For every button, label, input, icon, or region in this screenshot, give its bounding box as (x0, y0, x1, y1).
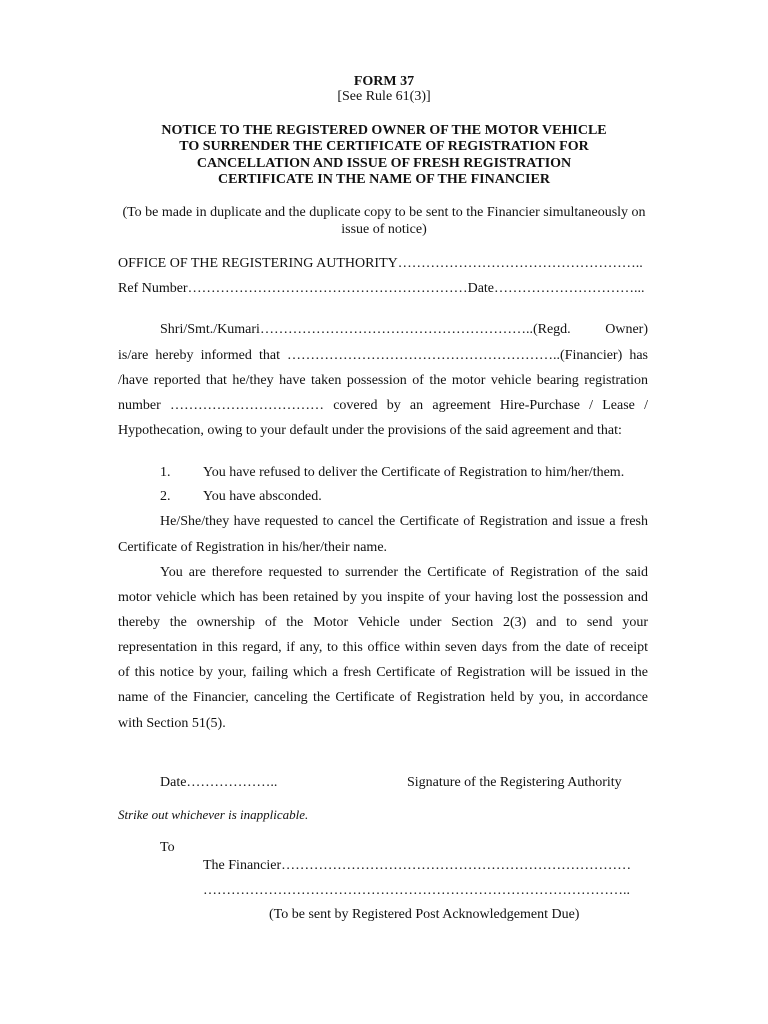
intro-line: Hypothecation, owing to your default under the provisions of the said agreement and that: (118, 423, 622, 438)
para3-line: representation in this regard, if any, to this office within seven days from the date of receipt (118, 640, 648, 655)
para3-line: name of the Financier, canceling the Certificate of Registration held by you, in accordance (118, 690, 648, 705)
postal-instruction: (To be sent by Registered Post Acknowledgement Due) (269, 907, 580, 922)
address-line: ……………………………………………………………………………….. (203, 883, 630, 898)
office-field: OFFICE OF THE REGISTERING AUTHORITY…………………………………………….. (118, 256, 643, 271)
para3-line: of this notice by your, failing which a fresh Certificate of Registration will be issued in the (118, 665, 648, 680)
para3-line: motor vehicle which has been retained by you inspite of your having lost the possession and (118, 590, 648, 605)
to-label: To (160, 840, 175, 855)
financier-line: The Financier………………………………………………………………… (203, 858, 632, 873)
intro-line: is/are hereby informed that …………………………………………………..(Financier) has (118, 348, 648, 363)
list-item-text: You have refused to deliver the Certificate of Registration to him/her/them. (203, 465, 625, 480)
para3-line: with Section 51(5). (118, 716, 226, 731)
intro-line: number …………………………… covered by an agreement Hire-Purchase / Lease / (118, 398, 648, 413)
signoff-date: Date……………….. (160, 775, 278, 790)
strike-note: Strike out whichever is inapplicable. (118, 807, 309, 822)
para3-line: You are therefore requested to surrender the Certificate of Registration of the said (160, 565, 648, 580)
list-item-text: You have absconded. (203, 489, 322, 504)
heading-line-2: TO SURRENDER THE CERTIFICATE OF REGISTRATION FOR (179, 139, 589, 154)
list-item-number: 1. (160, 465, 171, 480)
note-line-1: (To be made in duplicate and the duplicate copy to be sent to the Financier simultaneously on (122, 205, 646, 220)
para2-line: Certificate of Registration in his/her/their name. (118, 540, 388, 555)
para2-line: He/She/they have requested to cancel the Certificate of Registration and issue a fresh (160, 514, 648, 529)
heading-line-4: CERTIFICATE IN THE NAME OF THE FINANCIER (218, 172, 550, 187)
intro-line: Shri/Smt./Kumari…………………………………………………..(Regd. Owner) (160, 322, 648, 337)
ref-date-field: Ref Number……………………………………………………Date…………………………... (118, 281, 645, 296)
form-number: FORM 37 (353, 74, 415, 89)
list-item-number: 2. (160, 489, 171, 504)
rule-reference: [See Rule 61(3)] (337, 89, 431, 104)
heading-line-1: NOTICE TO THE REGISTERED OWNER OF THE MOTOR VEHICLE (161, 123, 607, 138)
note-line-2: issue of notice) (341, 222, 427, 237)
intro-line: /have reported that he/they have taken possession of the motor vehicle bearing registration (118, 373, 648, 388)
heading-line-3: CANCELLATION AND ISSUE OF FRESH REGISTRATION (196, 156, 572, 171)
signature-label: Signature of the Registering Authority (407, 775, 622, 790)
para3-line: thereby the ownership of the Motor Vehicle under Section 2(3) and to send your (118, 615, 648, 630)
